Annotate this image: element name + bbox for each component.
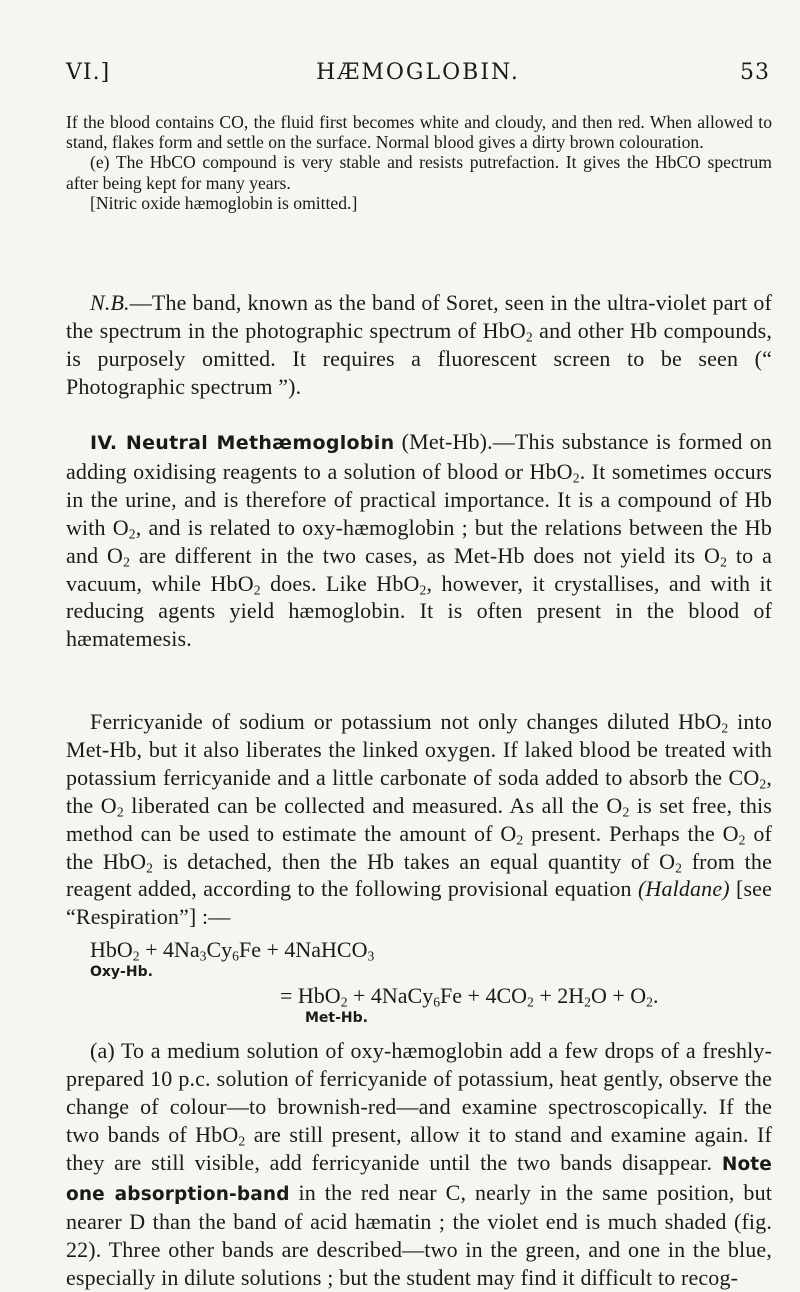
running-title: HÆMOGLOBIN. bbox=[316, 60, 520, 85]
running-header bbox=[66, 60, 770, 96]
co-observation-text: If the blood contains CO, the fluid first becomes white and cloudy, and then red. When allowed to stand, flakes form and settle on the surface. Normal blood gives a dirty brown colouration. bbox=[66, 112, 772, 153]
equation-line-2: = HbO$_2$ + 4NaCy$_6$Fe + $4CO_2 + 2H_2O + O_2$. bbox=[280, 983, 659, 1010]
absorption-band-note: Note one absorption-band bbox=[66, 1153, 772, 1205]
nb-label: N.B. bbox=[90, 290, 130, 315]
met-hb-label: Met-Hb. bbox=[305, 1010, 368, 1026]
hbco-stability-text: (e) The HbCO compound is very stable and resists putrefaction. It gives the HbCO spectrum after being kept for many years. bbox=[66, 152, 772, 193]
chapter-number: VI.] bbox=[66, 60, 111, 85]
page-number: 53 bbox=[740, 60, 770, 85]
methaemoglobin-section: IV. Neutral Methæmoglobin (Met-Hb).—This substance is formed on adding oxidising reagents to a solution of blood or HbO$_2$. It sometimes occurs in the urine, and is therefore of practical importance. It is a compound of Hb with $O_2$, and is related to oxy-hæmoglobin ; but the relations between the Hb and $O_2$ are different in the two cases, as Met-Hb does not yield its $O_2$ to a vacuum, while HbO$_2$ does. Like HbO$_2$, however, it crystallises, and with it reducing agents yield hæmoglobin. It is often present in the blood of hæmatemesis. bbox=[66, 429, 773, 652]
experiment-a-paragraph: (a) To a medium solution of oxy-hæmoglobin add a few drops of a freshly-prepared 10 p.c. solution of ferricyanide of potassium, heat gently, observe the change of colour—to brownish-red—and examine spectroscopically. If the two bands of HbO$_2$ are still present, allow it to stand and examine again. If they are still visible, add ferricyanide until the two bands disappear. Note one absorption-band in the red near C, nearly in the same position, but nearer D than the band of acid hæmatin ; the violet end is much shaded (fig. 22). Three other bands are described—two in the green, and one in the blue, especially in dilute solutions ; but the student may find it difficult to recog- bbox=[66, 1038, 773, 1291]
nb-paragraph: N.B.—The band, known as the band of Soret, seen in the ultra-violet part of the spectrum in the photographic spectrum of HbO$_2$ and other Hb compounds, is purposely omitted. It requires a fluorescent screen to be seen (“ Photographic spectrum ”). bbox=[66, 290, 772, 399]
author-citation: (Haldane) bbox=[637, 876, 730, 902]
co-paragraph bbox=[66, 112, 772, 213]
section-heading: IV. Neutral Methæmoglobin bbox=[90, 432, 395, 454]
ferricyanide-paragraph: Ferricyanide of sodium or potassium not only changes diluted HbO$_2$ into Met-Hb, but it also liberates the linked oxygen. If laked blood be treated with potassium ferricyanide and a little carbonate of soda added to absorb the $CO_2$, the $O_2$ liberated can be collected and measured. As all the $O_2$ is set free, this method can be used to estimate the amount of $O_2$ present. Perhaps the $O_2$ of the HbO$_2$ is detached, then the Hb takes an equal quantity of $O_2$ from the reagent added, according to the following provisional equation (Haldane) [see “Respiration”] :— bbox=[66, 709, 773, 930]
equation-line-1: $HbO_2 + 4Na_3Cy_6Fe$ + 4NaHCO$_3$ bbox=[90, 937, 375, 964]
oxy-hb-label: Oxy-Hb. bbox=[90, 964, 153, 980]
nitric-oxide-note: [Nitric oxide hæmoglobin is omitted.] bbox=[90, 192, 358, 213]
